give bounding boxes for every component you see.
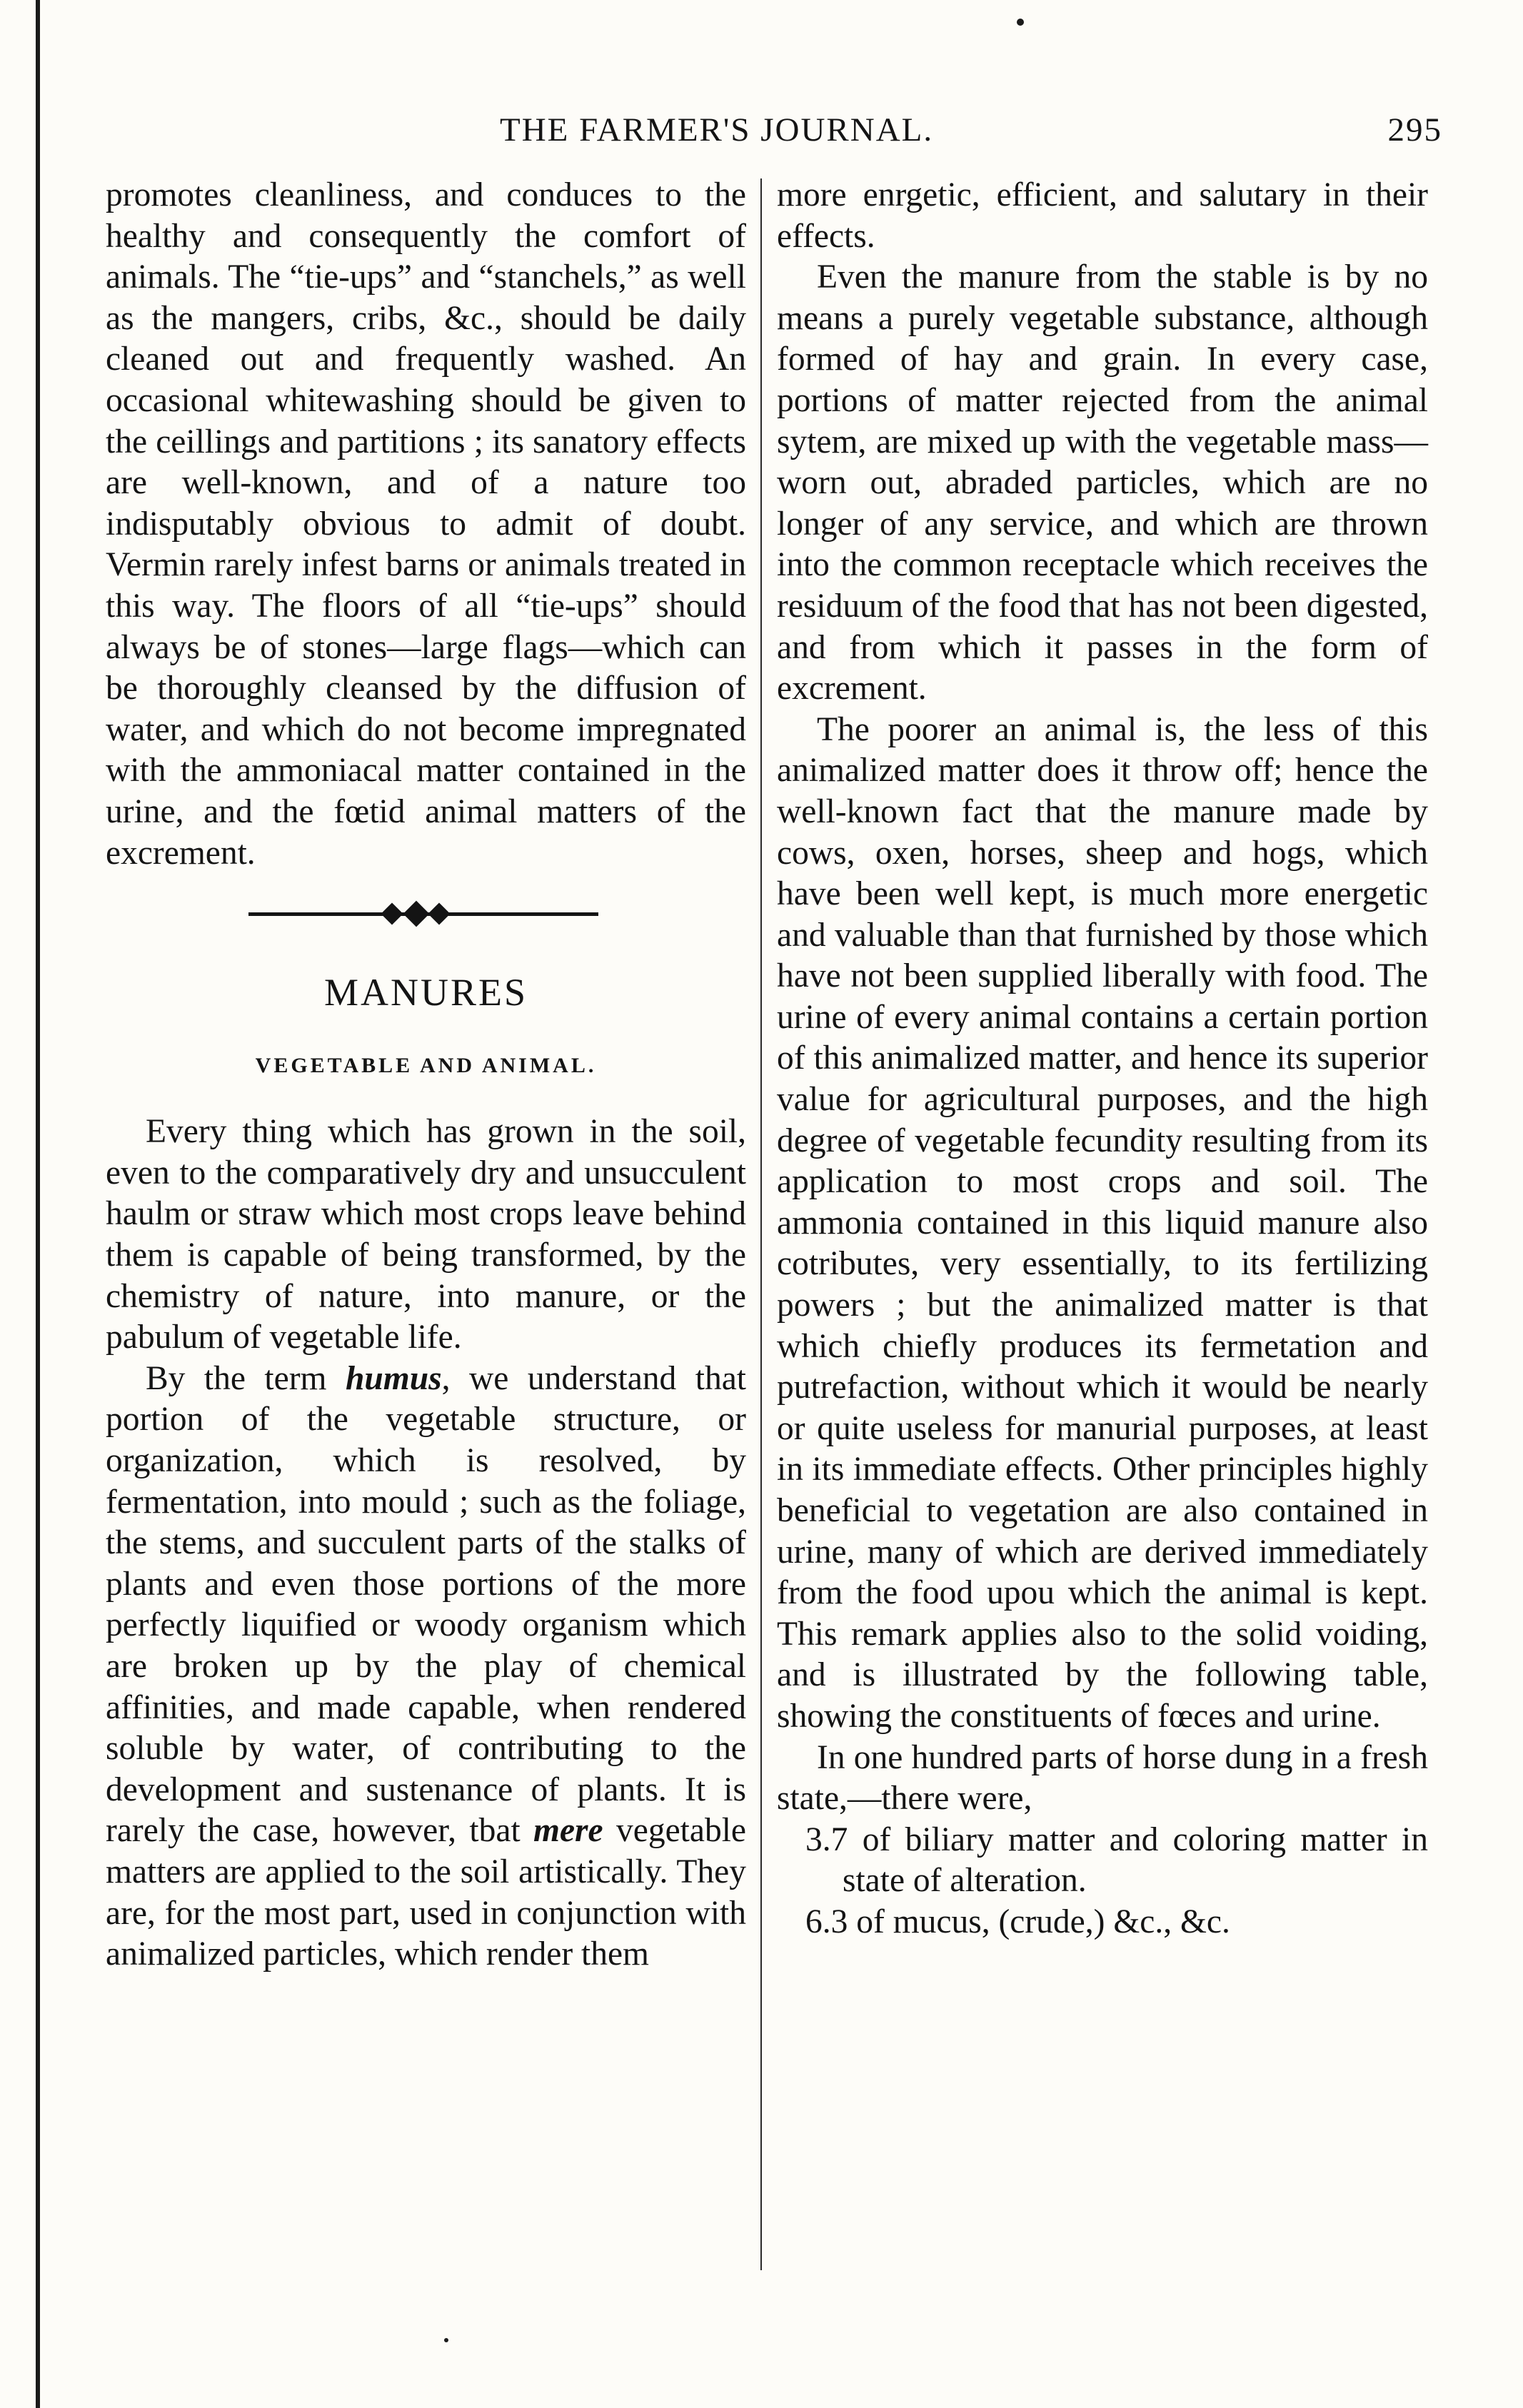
ornament-diamond [428, 903, 450, 925]
continued-paragraph: promotes cleanliness, and conduces to the healthy and consequently the comfort of animals. The “tie-ups” and “stanchels,” as well as the mangers, cribs, &c., should be daily cleaned out and frequently washed. An occasional whitewashing should be given to the ceillings and partitions ; its sanatory effects are well-known, and of a nature too indisputably obvious to admit of doubt. Vermin rarely infest barns or animals treated in this way. The floors of all “tie-ups” should always be of stones—large flags—which can be thoroughly cleansed by the diffusion of water, and which do not become impregnated with the ammoniacal matter contained in the urine, and the fœtid animal matters of the excrement. [106, 176, 746, 872]
running-head [100, 111, 1442, 168]
list-item: 3.7 of biliary matter and coloring matter in state of alteration. [805, 1820, 1428, 1900]
section-ornament [106, 874, 746, 949]
ornament-diamond [381, 903, 403, 925]
text-run: vegetable matters are applied to the soil artistically. They are, for the most part, used in conjunction with animalized particles, which render them [106, 1812, 746, 1973]
paragraph: In one hundred parts of horse dung in a fresh state,—there were, [777, 1738, 1428, 1818]
section-title: MANURES [323, 971, 528, 1014]
page-edge-line [36, 0, 40, 2408]
emphasis: mere [533, 1812, 603, 1850]
ornament-diamond [403, 901, 430, 927]
text-run: , we understand that portion of the vegetable structure, or organization, which is resolved, by fermentation, into mould ; such as the foliage, the stems, and succulent parts of the stalks of plants and even those portions of the more perfectly liquified or woody organism which are broken up by the play of chemical affinities, and made capable, when rendered soluble by water, of contributing to the development and sustenance of plants. It is rarely the case, however, tbat [106, 1359, 746, 1850]
list-item: 6.3 of mucus, (crude,) &c., &c. [805, 1903, 1230, 1940]
paragraph [106, 1359, 746, 1975]
section-subtitle: VEGETABLE AND ANIMAL. [255, 1053, 597, 1077]
running-title: THE FARMER'S JOURNAL. [500, 111, 934, 148]
paragraph: Every thing which has grown in the soil, even to the comparatively dry and unsucculent haulm or straw which most crops leave behind them is capable of being transformed, by the chemistry of nature, into manure, or the pabulum of vegetable life. [106, 1113, 746, 1356]
text-run: By the term [146, 1359, 346, 1397]
left-column [106, 175, 746, 1975]
paragraph: The poorer an animal is, the less of this animalized matter does it throw off; hence the well-known fact that the manure made by cows, oxen, horses, sheep and hogs, which have been well kept, is much more energetic and valuable than that furnished by those which have not been supplied liberally with food. The urine of every animal contains a certain portion of this animalized matter, and hence its superior value for agricultural purposes, and the high degree of vegetable fecundity resulting from its application to most crops and soil. The ammonia contained in this liquid manure also cotributes, very essentially, to its fertilizing powers ; but the animalized matter is that which chiefly produces its fermetation and putrefaction, without which it would be nearly or quite useless for manurial purposes, at least in its immediate effects. Other principles highly beneficial to vegetation are also contained in urine, many of which are derived immediately from the food upou which the animal is kept. This remark applies also to the solid voiding, and is illustrated by the following table, showing the constituents of fœces and urine. [777, 710, 1428, 1735]
column-divider [760, 178, 762, 2270]
print-speck [1017, 19, 1024, 26]
continued-paragraph: more enrgetic, efficient, and salutary in their effects. [777, 176, 1428, 255]
right-column [777, 175, 1428, 1943]
page-number: 295 [1387, 111, 1442, 148]
paragraph: Even the manure from the stable is by no means a purely vegetable substance, although formed of hay and grain. In every case, portions of matter rejected from the animal sytem, are mixed up with the vegetable mass—worn out, abraded particles, which are no longer of any service, and which are thrown into the common receptacle which receives the residuum of the food that has not been digested, and from which it passes in the form of excrement. [777, 258, 1428, 707]
print-speck [444, 2338, 448, 2342]
emphasis: humus [345, 1359, 442, 1397]
